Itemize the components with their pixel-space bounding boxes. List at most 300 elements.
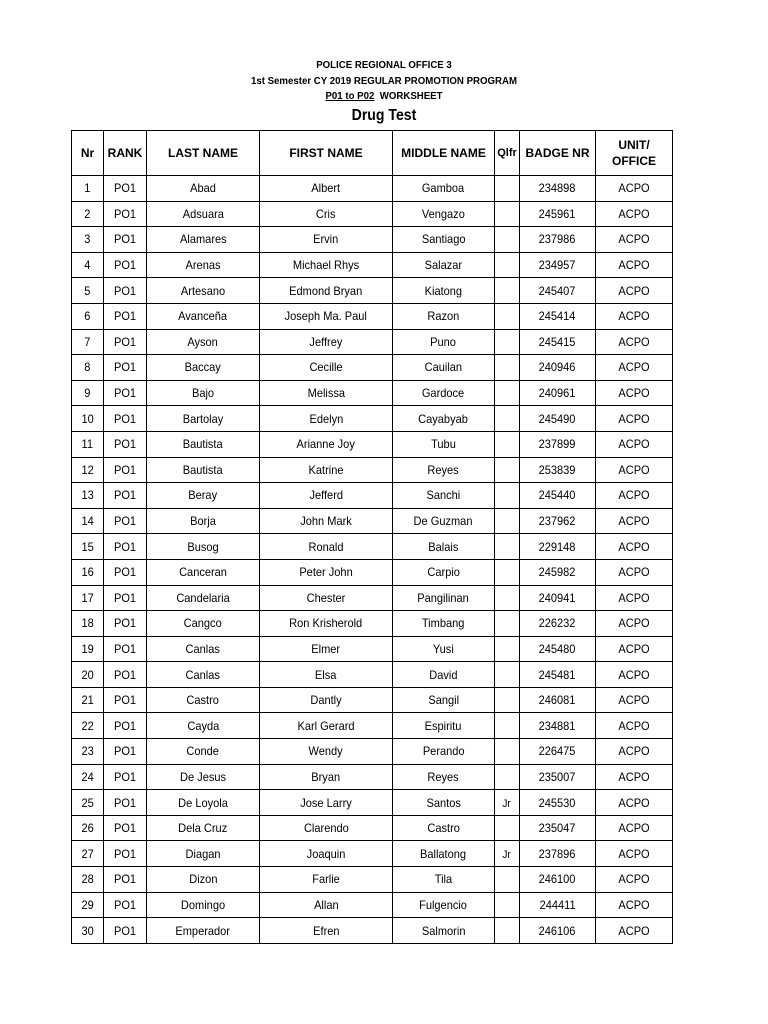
cell-nr	[72, 918, 104, 944]
cell-rank	[104, 406, 147, 432]
cell-text: 234898	[539, 181, 576, 196]
cell-qualifier	[495, 227, 520, 253]
cell-text: Jose Larry	[300, 795, 352, 810]
cell-last-name	[147, 739, 260, 765]
cell-unit-office	[596, 201, 673, 227]
table-row	[72, 380, 673, 406]
cell-text: 245481	[539, 667, 576, 682]
cell-unit-office	[596, 559, 673, 585]
cell-text: Dantly	[310, 693, 342, 708]
cell-text: Sangil	[428, 693, 459, 708]
cell-last-name	[147, 483, 260, 509]
table-header-row	[72, 131, 673, 176]
cell-middle-name	[393, 380, 495, 406]
cell-last-name	[147, 687, 260, 713]
cell-text: Jr	[502, 797, 512, 810]
cell-text: Domingo	[180, 897, 226, 912]
cell-unit-office	[596, 841, 673, 867]
cell-badge-nr	[520, 406, 596, 432]
table-row	[72, 303, 673, 329]
cell-text: Artesano	[180, 283, 226, 298]
cell-text: 234881	[539, 718, 576, 733]
cell-text: Castro	[186, 693, 220, 708]
cell-first-name	[260, 431, 393, 457]
cell-badge-nr	[520, 764, 596, 790]
cell-qualifier	[495, 303, 520, 329]
cell-rank	[104, 662, 147, 688]
cell-nr	[72, 278, 104, 304]
cell-text: PO1	[113, 897, 137, 912]
cell-text: 6	[84, 309, 91, 324]
cell-text: Cris	[316, 206, 336, 221]
cell-text: Reyes	[427, 462, 460, 477]
cell-badge-nr	[520, 713, 596, 739]
cell-text: Chester	[306, 590, 346, 605]
cell-text: Ballatong	[420, 846, 467, 861]
cell-text: Arianne Joy	[296, 437, 356, 452]
column-header-last-name: LAST NAME	[147, 131, 260, 176]
cell-text: PO1	[113, 258, 137, 273]
cell-first-name	[260, 483, 393, 509]
table-row	[72, 278, 673, 304]
cell-rank	[104, 815, 147, 841]
cell-text: PO1	[113, 181, 137, 196]
cell-first-name	[260, 687, 393, 713]
cell-text: Timbang	[422, 616, 465, 631]
cell-unit-office	[596, 764, 673, 790]
cell-first-name	[260, 662, 393, 688]
table-row	[72, 764, 673, 790]
cell-text: PO1	[113, 360, 137, 375]
cell-text: PO1	[113, 386, 137, 401]
cell-text: 245407	[539, 283, 576, 298]
cell-middle-name	[393, 252, 495, 278]
cell-text: PO1	[113, 565, 137, 580]
cell-middle-name	[393, 918, 495, 944]
cell-text: 12	[81, 462, 94, 477]
cell-nr	[72, 815, 104, 841]
cell-rank	[104, 534, 147, 560]
cell-unit-office	[596, 278, 673, 304]
table-row	[72, 611, 673, 637]
cell-last-name	[147, 713, 260, 739]
cell-text: De Loyola	[178, 795, 228, 810]
cell-text: PO1	[113, 718, 137, 733]
cell-text: 17	[81, 590, 94, 605]
cell-text: Bautista	[183, 462, 223, 477]
cell-rank	[104, 636, 147, 662]
cell-first-name	[260, 892, 393, 918]
cell-text: 237962	[539, 514, 576, 529]
cell-qualifier	[495, 815, 520, 841]
cell-text: 13	[81, 488, 94, 503]
cell-text: ACPO	[618, 309, 650, 324]
cell-text: 16	[81, 565, 94, 580]
cell-text: Dela Cruz	[178, 821, 228, 836]
cell-first-name	[260, 611, 393, 637]
cell-text: ACPO	[618, 411, 650, 426]
cell-last-name	[147, 508, 260, 534]
cell-text: Balais	[428, 539, 459, 554]
cell-text: ACPO	[618, 232, 650, 247]
table-row	[72, 534, 673, 560]
table-row	[72, 815, 673, 841]
cell-rank	[104, 303, 147, 329]
cell-unit-office	[596, 918, 673, 944]
table-row	[72, 867, 673, 893]
cell-last-name	[147, 355, 260, 381]
cell-text: Castro	[427, 821, 460, 836]
cell-text: Jeffrey	[309, 334, 343, 349]
cell-rank	[104, 713, 147, 739]
cell-rank	[104, 329, 147, 355]
cell-text: Wendy	[308, 744, 344, 759]
cell-middle-name	[393, 687, 495, 713]
cell-text: Kiatong	[424, 283, 463, 298]
cell-text: ACPO	[618, 258, 650, 273]
cell-text: 253839	[539, 462, 576, 477]
cell-rank	[104, 457, 147, 483]
cell-text: Dizon	[188, 872, 218, 887]
cell-last-name	[147, 406, 260, 432]
cell-text: Edelyn	[309, 411, 343, 426]
cell-text: 237986	[539, 232, 576, 247]
cell-text: Alamares	[179, 232, 227, 247]
cell-text: Vengazo	[422, 206, 465, 221]
cell-badge-nr	[520, 918, 596, 944]
cell-last-name	[147, 867, 260, 893]
cell-qualifier	[495, 764, 520, 790]
cell-text: Cangco	[183, 616, 223, 631]
cell-qualifier	[495, 329, 520, 355]
cell-last-name	[147, 201, 260, 227]
cell-first-name	[260, 329, 393, 355]
cell-text: Farlie	[312, 872, 340, 887]
table-row	[72, 636, 673, 662]
cell-nr	[72, 355, 104, 381]
cell-last-name	[147, 176, 260, 202]
cell-text: 226475	[539, 744, 576, 759]
cell-text: PO1	[113, 590, 137, 605]
cell-unit-office	[596, 483, 673, 509]
cell-text: PO1	[113, 872, 137, 887]
cell-middle-name	[393, 227, 495, 253]
cell-qualifier	[495, 611, 520, 637]
cell-text: 235007	[539, 769, 576, 784]
cell-text: ACPO	[618, 846, 650, 861]
cell-badge-nr	[520, 355, 596, 381]
cell-badge-nr	[520, 892, 596, 918]
cell-badge-nr	[520, 739, 596, 765]
cell-text: 19	[81, 641, 94, 656]
cell-text: 246081	[539, 693, 576, 708]
cell-text: Busog	[187, 539, 219, 554]
cell-text: PO1	[113, 488, 137, 503]
cell-middle-name	[393, 303, 495, 329]
cell-rank	[104, 252, 147, 278]
cell-text: Jefferd	[309, 488, 343, 503]
cell-text: Candelaria	[176, 590, 230, 605]
cell-text: 1	[84, 181, 91, 196]
cell-text: Edmond Bryan	[289, 283, 363, 298]
cell-text: ACPO	[618, 590, 650, 605]
cell-first-name	[260, 508, 393, 534]
cell-text: Diagan	[185, 846, 221, 861]
cell-text: ACPO	[618, 206, 650, 221]
cell-rank	[104, 559, 147, 585]
cell-text: Perando	[422, 744, 465, 759]
cell-text: ACPO	[618, 616, 650, 631]
cell-qualifier	[495, 662, 520, 688]
cell-text: 240946	[539, 360, 576, 375]
cell-unit-office	[596, 739, 673, 765]
cell-text: PO1	[113, 616, 137, 631]
rank-range: P01 to P02	[325, 90, 375, 102]
cell-unit-office	[596, 687, 673, 713]
cell-text: PO1	[113, 206, 137, 221]
table-row	[72, 176, 673, 202]
cell-text: Cecille	[309, 360, 343, 375]
cell-text: Gardoce	[422, 386, 465, 401]
cell-text: 234957	[539, 258, 576, 273]
cell-middle-name	[393, 867, 495, 893]
cell-nr	[72, 201, 104, 227]
cell-badge-nr	[520, 483, 596, 509]
cell-text: ACPO	[618, 283, 650, 298]
cell-text: 245530	[539, 795, 576, 810]
cell-text: 20	[81, 667, 94, 682]
personnel-table	[71, 130, 673, 944]
cell-qualifier	[495, 790, 520, 816]
cell-middle-name	[393, 534, 495, 560]
program-name: 1st Semester CY 2019 REGULAR PROMOTION PROGRAM	[250, 74, 518, 87]
cell-last-name	[147, 815, 260, 841]
column-header-first-name: FIRST NAME	[260, 131, 393, 176]
cell-badge-nr	[520, 867, 596, 893]
cell-text: 245440	[539, 488, 576, 503]
cell-text: 24	[81, 769, 94, 784]
cell-nr	[72, 252, 104, 278]
cell-text: Santiago	[421, 232, 466, 247]
cell-first-name	[260, 380, 393, 406]
cell-unit-office	[596, 252, 673, 278]
table-body	[72, 176, 673, 944]
cell-nr	[72, 508, 104, 534]
cell-last-name	[147, 790, 260, 816]
cell-text: 240961	[539, 386, 576, 401]
cell-text: Fulgencio	[419, 897, 468, 912]
cell-text: 21	[81, 693, 94, 708]
cell-nr	[72, 534, 104, 560]
cell-text: 18	[81, 616, 94, 631]
cell-badge-nr	[520, 252, 596, 278]
cell-last-name	[147, 892, 260, 918]
cell-text: Razon	[427, 309, 460, 324]
cell-badge-nr	[520, 380, 596, 406]
cell-first-name	[260, 227, 393, 253]
cell-nr	[72, 662, 104, 688]
cell-text: ACPO	[618, 897, 650, 912]
cell-qualifier	[495, 483, 520, 509]
cell-nr	[72, 867, 104, 893]
cell-qualifier	[495, 431, 520, 457]
cell-text: 26	[81, 821, 94, 836]
table-row	[72, 483, 673, 509]
cell-text: Canceran	[179, 565, 227, 580]
cell-text: 235047	[539, 821, 576, 836]
cell-text: PO1	[113, 795, 137, 810]
cell-first-name	[260, 355, 393, 381]
cell-qualifier	[495, 636, 520, 662]
cell-text: ACPO	[618, 872, 650, 887]
cell-rank	[104, 764, 147, 790]
cell-text: Allan	[313, 897, 339, 912]
cell-middle-name	[393, 739, 495, 765]
cell-middle-name	[393, 841, 495, 867]
cell-rank	[104, 790, 147, 816]
table-row	[72, 227, 673, 253]
cell-nr	[72, 431, 104, 457]
cell-first-name	[260, 841, 393, 867]
cell-text: 245480	[539, 641, 576, 656]
cell-unit-office	[596, 176, 673, 202]
cell-first-name	[260, 176, 393, 202]
cell-badge-nr	[520, 841, 596, 867]
cell-rank	[104, 380, 147, 406]
cell-last-name	[147, 278, 260, 304]
cell-qualifier	[495, 918, 520, 944]
cell-text: PO1	[113, 232, 137, 247]
cell-badge-nr	[520, 611, 596, 637]
cell-text: 237896	[539, 846, 576, 861]
cell-middle-name	[393, 815, 495, 841]
cell-text: Avanceña	[178, 309, 228, 324]
cell-text: 245414	[539, 309, 576, 324]
cell-text: ACPO	[618, 718, 650, 733]
cell-last-name	[147, 841, 260, 867]
cell-text: Yusi	[433, 641, 454, 656]
column-header-middle-name: MIDDLE NAME	[393, 131, 495, 176]
cell-qualifier	[495, 585, 520, 611]
table-row	[72, 892, 673, 918]
cell-badge-nr	[520, 227, 596, 253]
cell-unit-office	[596, 406, 673, 432]
cell-last-name	[147, 559, 260, 585]
cell-text: PO1	[113, 539, 137, 554]
cell-text: 245961	[539, 206, 576, 221]
cell-text: Baccay	[184, 360, 222, 375]
cell-nr	[72, 380, 104, 406]
page-title: Drug Test	[351, 106, 417, 124]
cell-text: 14	[81, 514, 94, 529]
cell-first-name	[260, 534, 393, 560]
cell-text: Albert	[311, 181, 341, 196]
cell-text: ACPO	[618, 667, 650, 682]
cell-first-name	[260, 636, 393, 662]
cell-text: 9	[84, 386, 91, 401]
cell-text: ACPO	[618, 360, 650, 375]
cell-nr	[72, 406, 104, 432]
cell-nr	[72, 841, 104, 867]
cell-text: Borja	[190, 514, 216, 529]
cell-text: Canlas	[185, 667, 221, 682]
cell-badge-nr	[520, 687, 596, 713]
cell-text: 8	[84, 360, 91, 375]
cell-text: 226232	[539, 616, 576, 631]
cell-text: De Guzman	[414, 514, 473, 529]
cell-text: 237899	[539, 437, 576, 452]
cell-nr	[72, 176, 104, 202]
cell-nr	[72, 303, 104, 329]
cell-text: Bartolay	[182, 411, 224, 426]
cell-nr	[72, 636, 104, 662]
cell-text: Sanchi	[426, 488, 461, 503]
cell-text: Jr	[502, 848, 512, 861]
cell-first-name	[260, 918, 393, 944]
cell-badge-nr	[520, 329, 596, 355]
cell-text: 7	[84, 334, 91, 349]
cell-badge-nr	[520, 534, 596, 560]
cell-text: 28	[81, 872, 94, 887]
cell-badge-nr	[520, 636, 596, 662]
cell-qualifier	[495, 201, 520, 227]
cell-text: 245490	[539, 411, 576, 426]
cell-qualifier	[495, 892, 520, 918]
cell-text: Elsa	[315, 667, 337, 682]
cell-badge-nr	[520, 457, 596, 483]
cell-unit-office	[596, 585, 673, 611]
cell-qualifier	[495, 355, 520, 381]
cell-rank	[104, 355, 147, 381]
cell-badge-nr	[520, 303, 596, 329]
cell-unit-office	[596, 636, 673, 662]
cell-unit-office	[596, 790, 673, 816]
cell-text: Canlas	[185, 641, 221, 656]
cell-text: 23	[81, 744, 94, 759]
cell-nr	[72, 483, 104, 509]
cell-text: Bryan	[311, 769, 341, 784]
cell-unit-office	[596, 867, 673, 893]
cell-text: ACPO	[618, 437, 650, 452]
table-row	[72, 739, 673, 765]
cell-qualifier	[495, 457, 520, 483]
cell-qualifier	[495, 559, 520, 585]
cell-badge-nr	[520, 662, 596, 688]
cell-text: Efren	[312, 923, 340, 938]
cell-unit-office	[596, 457, 673, 483]
cell-text: PO1	[113, 667, 137, 682]
cell-last-name	[147, 636, 260, 662]
cell-rank	[104, 227, 147, 253]
cell-text: ACPO	[618, 821, 650, 836]
cell-rank	[104, 687, 147, 713]
cell-text: 246106	[539, 923, 576, 938]
cell-nr	[72, 611, 104, 637]
cell-text: Gamboa	[422, 181, 465, 196]
cell-middle-name	[393, 764, 495, 790]
cell-qualifier	[495, 252, 520, 278]
cell-last-name	[147, 585, 260, 611]
cell-text: Carpio	[427, 565, 460, 580]
column-header-nr: Nr	[72, 131, 104, 176]
cell-text: PO1	[113, 846, 137, 861]
table-row	[72, 662, 673, 688]
cell-text: 245982	[539, 565, 576, 580]
table-row	[72, 406, 673, 432]
cell-unit-office	[596, 431, 673, 457]
cell-rank	[104, 278, 147, 304]
cell-qualifier	[495, 687, 520, 713]
